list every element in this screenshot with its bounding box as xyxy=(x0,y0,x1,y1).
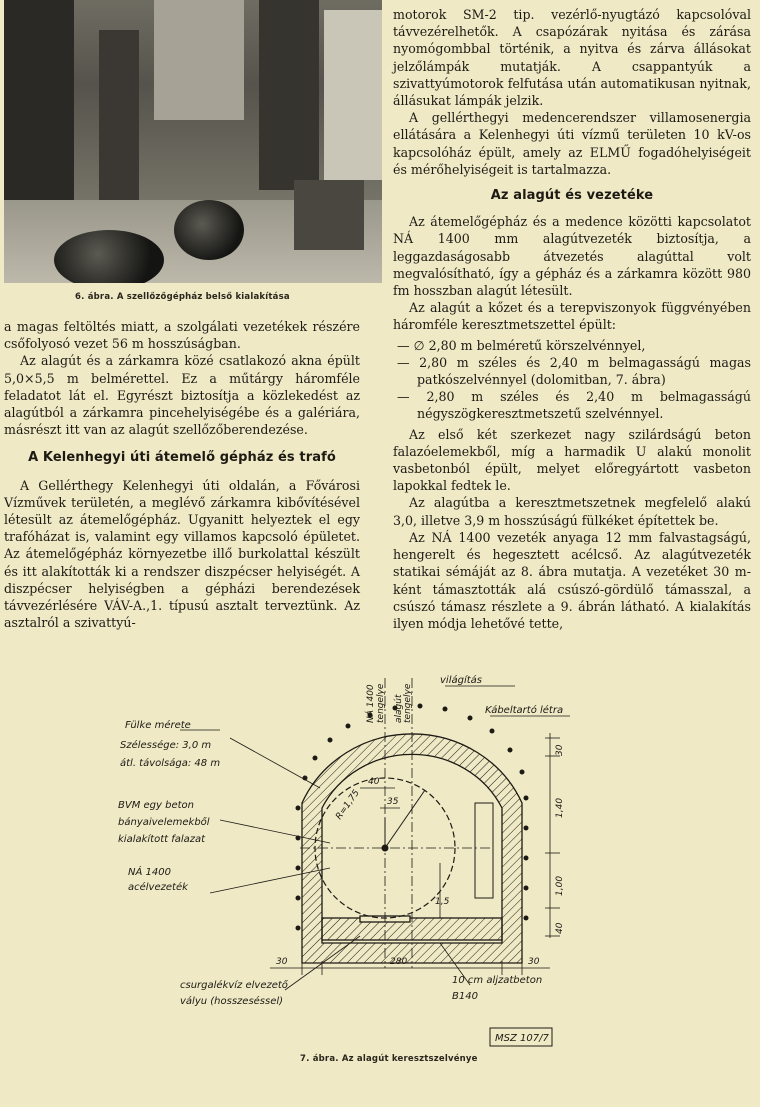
label-na1400-axis: NÁ 1400 xyxy=(366,684,376,723)
dim-1-40: 1,40 xyxy=(555,797,565,818)
section-heading: Az alagút és vezetéke xyxy=(490,188,654,204)
section-list xyxy=(397,337,751,423)
photo-caption: 6. ábra. A szellőzőgépház belső kialakítása xyxy=(75,292,290,302)
dim-40: 40 xyxy=(368,777,380,787)
paragraph: A Gellérthegy Kelenhegyi úti oldalán, a Fővárosi Vízművek területén, a meglévő zárkamra kibővítésével létesült az átemelőgépház. Ugyanitt helyeztek el egy trafóházat is, valamint egy villamos kapcsoló épületet. Az átemelőgépház környezetbe illő burkolattal készült és itt alakították ki a rendszer diszpécser helyiségét. A diszpécser helyiségben a gépházi berendezések távvezérlésére VÁV-A.,1. típusú asztalt terveztünk. Az asztalról a szivattyú- xyxy=(4,477,360,631)
paragraph: a magas feltöltés miatt, a szolgálati vezetékek részére csőfolyosó vezet 56 m hosszúságban. xyxy=(4,319,360,352)
label-fulke-width: Szélessége: 3,0 m xyxy=(120,740,212,751)
paragraph: motorok SM-2 tip. vezérlő-nyugtázó kapcsolóval távvezérelhetők. A csapózárak nyitása és zárása nyomógombbal történik, a nyitva és zárva állásokat jelzőlámpák mutatják. A csappantyúk a szivattyúmotorok felfutása után automatikusan nyitnak, állásukat lámpák jelzik. xyxy=(393,7,751,109)
paragraph: Az alagút és a zárkamra közé csatlakozó akna épült 5,0×5,5 m belmérettel. Ez a műtárgy háromféle feladatot lát el. Egyrészt biztosítja a közlekedést az alagútból a zárkamra pincehelyiségébe és a galériára, másrészt itt van az alagút szellőzőberendezése. xyxy=(4,353,360,438)
label-tengelye: tengelye xyxy=(376,683,386,723)
dim-280: 280 xyxy=(390,957,408,967)
tunnel-cross-section-diagram xyxy=(90,668,700,1053)
msz-stamp-label: MSZ 107/7 xyxy=(495,1033,549,1044)
label-bvm-1: BVM egy beton xyxy=(118,800,194,811)
label-aljzat-1: 10 cm aljzatbeton xyxy=(452,975,543,986)
dim-30-right: 30 xyxy=(528,957,540,967)
paragraph: Az NÁ 1400 vezeték anyaga 12 mm falvastagságú, hengerelt és hegesztett acélcső. Az alagútvezeték statikai sémáját az 8. ábra mutatja. A vezetéket 30 m-ként támasztották alá csúszó-gördülő támasszal, a csúszó támasz részlete a 9. ábrán látható. A kialakítás ilyen módja lehetővé tette, xyxy=(393,529,751,631)
dim-40-bottom: 40 xyxy=(555,922,565,934)
dim-30-left: 30 xyxy=(276,957,288,967)
list-item: — 2,80 m széles és 2,40 m belmagasságú magas patkószelvénnyel (dolomitban, 7. ábra) xyxy=(397,354,751,388)
dim-1-5: 1,5 xyxy=(435,897,450,907)
left-column xyxy=(4,318,360,631)
machine-room-photo xyxy=(4,0,382,283)
list-item: — 2,80 m széles és 2,40 m belmagasságú négyszögkeresztmetszetű szelvénnyel. xyxy=(397,388,751,422)
label-acelvezetek: acélvezeték xyxy=(128,882,188,893)
paragraph: Az átemelőgépház és a medence közötti kapcsolatot NÁ 1400 mm alagútvezeték biztosítja, a leggazdaságosabb átvezetés alagúttal volt megvalósítható, így a gépház és a zárkamra között 980 fm hosszban alagút létesült. xyxy=(393,214,751,299)
label-bvm-3: kialakított falazat xyxy=(118,834,206,845)
label-csurgalek-2: vályu (hosszeséssel) xyxy=(180,996,284,1007)
dim-1-00: 1,00 xyxy=(555,875,565,896)
dim-35: 35 xyxy=(387,797,399,807)
section-heading: A Kelenhegyi úti átemelő gépház és trafó xyxy=(28,450,336,466)
paragraph: A gellérthegyi medencerendszer villamosenergia ellátására a Kelenhegyi úti vízmű területen 10 kV-os kapcsolóház épült, amely az ELMŰ fogadóhelyiségeit és mérőhelyiségeit is tartalmazza. xyxy=(393,110,751,177)
label-bvm-2: bányaivelemekből xyxy=(118,817,210,828)
label-na1400: NÁ 1400 xyxy=(128,867,171,878)
right-column xyxy=(393,6,751,632)
paragraph: Az első két szerkezet nagy szilárdságú beton falazóelemekből, míg a harmadik U alakú monolit vasbetonból épült, melyet előregyártott vasbeton lapokkal fedtek le. xyxy=(393,426,751,494)
label-fulke-dist: átl. távolsága: 48 m xyxy=(120,758,221,769)
dim-radius: R=1,75 xyxy=(334,788,362,822)
label-csurgalek-1: csurgalékvíz elvezető xyxy=(180,980,288,991)
paragraph: Az alagút a kőzet és a terepviszonyok függvényében háromféle keresztmetszettel épült: xyxy=(393,300,751,333)
label-tengelye-2: tengelye xyxy=(403,683,413,723)
label-aljzat-2: B140 xyxy=(452,991,478,1002)
dim-30-top: 30 xyxy=(555,744,565,756)
label-fulke-title: Fülke mérete xyxy=(125,720,191,731)
label-alagut: alagút xyxy=(394,694,404,723)
paragraph: Az alagútba a keresztmetszetnek megfelelő alakú 3,0, illetve 3,9 m hosszúságú fülkéket építettek be. xyxy=(393,495,751,528)
figure-caption: 7. ábra. Az alagút keresztszelvénye xyxy=(300,1054,478,1064)
label-kabeltarto: Kábeltartó létra xyxy=(485,705,564,716)
list-item: — ∅ 2,80 m belméretű körszelvénnyel, xyxy=(397,337,751,354)
label-vilagitas: világítás xyxy=(440,675,482,686)
standard-stamp xyxy=(490,1028,552,1046)
